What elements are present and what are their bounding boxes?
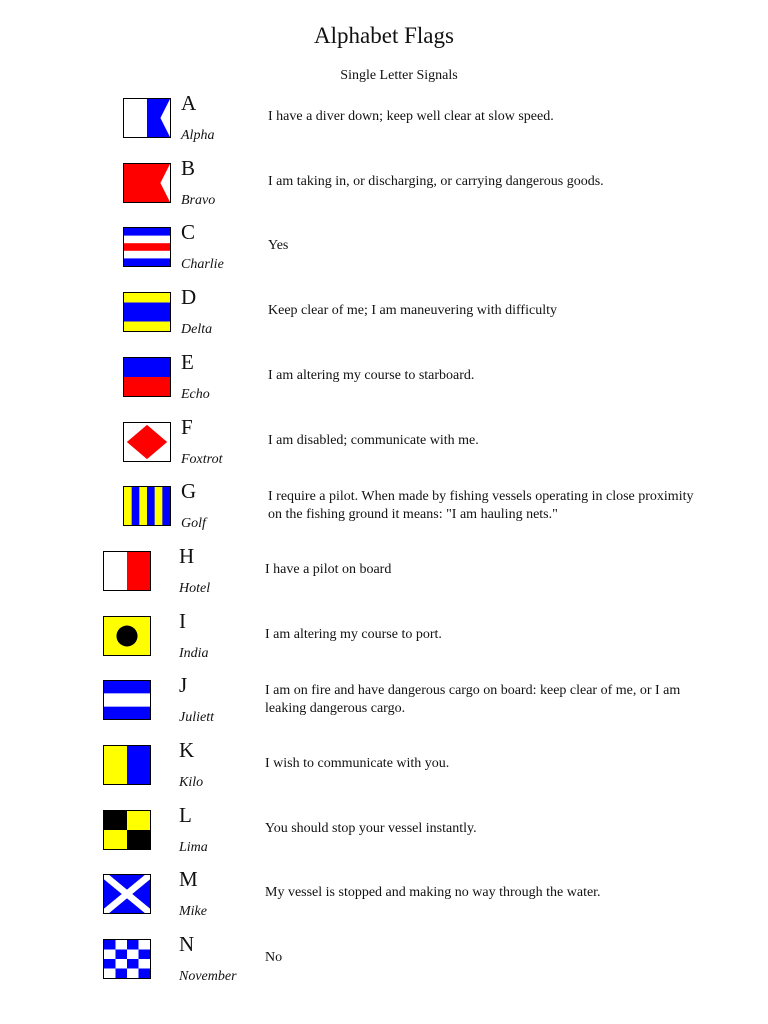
flag-meaning: No xyxy=(265,950,283,966)
flag-letter: A xyxy=(181,91,197,115)
flag-meaning: I am taking in, or discharging, or carrying dangerous goods. xyxy=(268,173,604,189)
flag-row xyxy=(0,480,768,544)
flag-code-word: Hotel xyxy=(179,580,211,596)
flag-meaning: You should stop your vessel instantly. xyxy=(265,820,477,836)
charlie-flag-icon xyxy=(123,227,171,267)
flag-row xyxy=(0,868,768,932)
flag-meaning: I have a diver down; keep well clear at slow speed. xyxy=(268,109,554,124)
flag-code-word: Echo xyxy=(181,386,210,402)
page-title: Alphabet Flags xyxy=(314,23,454,48)
flag-meaning: I am on fire and have dangerous cargo on board: keep clear of me, or I am leaking dangerous cargo. xyxy=(265,683,681,717)
flag-letter: I xyxy=(179,608,186,633)
flag-row xyxy=(0,221,768,285)
flag-code-word: Alpha xyxy=(181,128,215,143)
flag-meaning: I am altering my course to starboard. xyxy=(268,367,475,383)
flag-meaning: I am disabled; communicate with me. xyxy=(268,432,479,448)
flag-letter: D xyxy=(181,285,197,310)
flag-letter: M xyxy=(179,867,198,892)
flag-code-word: November xyxy=(179,969,237,985)
kilo-flag-icon xyxy=(103,745,151,785)
bravo-flag-icon xyxy=(123,163,171,203)
foxtrot-flag-icon xyxy=(123,422,171,462)
flag-row xyxy=(0,610,768,674)
flag-meaning: My vessel is stopped and making no way through the water. xyxy=(265,885,601,901)
flag-code-word: Golf xyxy=(181,516,206,532)
flag-letter: J xyxy=(179,673,188,698)
flag-code-word: Foxtrot xyxy=(181,451,223,467)
flag-letter: H xyxy=(179,543,195,568)
flag-code-word: Bravo xyxy=(181,192,216,208)
flag-meaning: I am altering my course to port. xyxy=(265,626,442,642)
flag-row xyxy=(0,933,768,997)
flag-code-word: Delta xyxy=(181,322,213,338)
flag-letter: F xyxy=(181,414,193,439)
flag-meaning: I have a pilot on board xyxy=(265,561,392,577)
alpha-flag-icon xyxy=(123,98,171,138)
flag-code-word: Mike xyxy=(179,904,207,920)
flag-meaning: Yes xyxy=(268,238,289,254)
echo-flag-icon xyxy=(123,357,171,397)
flag-code-word: India xyxy=(179,645,209,661)
november-flag-icon xyxy=(103,939,151,979)
lima-flag-icon xyxy=(103,810,151,850)
flag-meaning: I wish to communicate with you. xyxy=(265,756,450,771)
juliett-flag-icon xyxy=(103,680,151,720)
delta-flag-icon xyxy=(123,292,171,332)
flag-row xyxy=(0,674,768,738)
flag-letter: G xyxy=(181,479,197,504)
flag-letter: C xyxy=(181,220,196,245)
flag-letter: E xyxy=(181,349,194,374)
flag-row xyxy=(0,157,768,221)
flag-meaning: I require a pilot. When made by fishing vessels operating in close proximity on the fishing ground it means: "I am hauling nets." xyxy=(268,489,694,523)
flag-row xyxy=(0,351,768,415)
flag-letter: B xyxy=(181,155,196,180)
flag-code-word: Lima xyxy=(179,839,208,855)
flag-meaning: Keep clear of me; I am maneuvering with difficulty xyxy=(268,303,557,319)
flag-letter: L xyxy=(179,802,192,827)
flag-code-word: Kilo xyxy=(179,775,204,790)
flag-row xyxy=(0,739,768,803)
flag-code-word: Charlie xyxy=(181,257,224,273)
flag-row xyxy=(0,804,768,868)
golf-flag-icon xyxy=(123,486,171,526)
flag-letter: N xyxy=(179,932,195,957)
flag-row xyxy=(0,286,768,350)
india-flag-icon xyxy=(103,616,151,656)
hotel-flag-icon xyxy=(103,551,151,591)
flag-letter: K xyxy=(179,738,195,762)
flag-row xyxy=(0,545,768,609)
page-subtitle: Single Letter Signals xyxy=(340,68,458,83)
mike-flag-icon xyxy=(103,874,151,914)
flag-row xyxy=(0,416,768,480)
flag-row xyxy=(0,92,768,156)
flag-code-word: Juliett xyxy=(179,710,214,726)
